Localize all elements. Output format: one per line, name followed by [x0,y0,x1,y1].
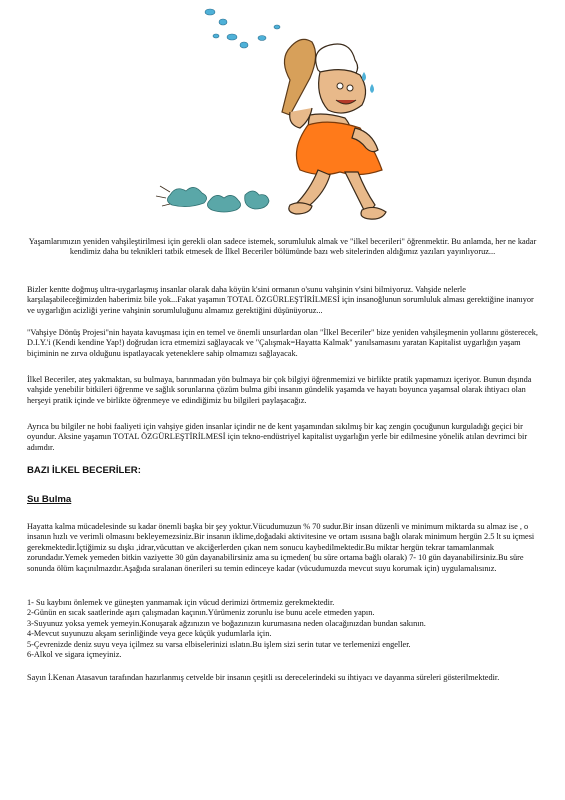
caveman-illustration [150,0,400,235]
list-item: 3-Suyunuz yoksa yemek yemeyin.Konuşarak ağzınızın ve boğazınızın kurumasına neden olacağınızdan bundan sakının. [27,618,426,628]
list-item: 2-Günün en sıcak saatlerinde aşırı çalışmadan kaçının.Yürümeniz zorunlu ise bunu acele etmeden yapın. [27,608,375,618]
section-title: BAZI İLKEL BECERİLER: [27,465,141,476]
head [319,70,366,113]
table-note-paragraph: Sayın İ.Kenan Atasavun tarafından hazırlanmış cetvelde bir insanın çeşitli ısı derecelerindeki su ihtiyacı ve dayanma süreleri gösterilmektedir. [27,673,500,682]
list-item: 5-Çevrenizde deniz suyu veya içilmez su varsa elbiselerinizi ıslatın.Bu işlem sizi serin tutar ve terlemenizi engeller. [27,639,411,649]
list-item: 6-Alkol ve sigara içmeyiniz. [27,650,122,660]
intro-paragraph-2: Bizler kentte doğmuş ultra-uygarlaşmış insanlar olarak daha köyün k'sini ormanın o'sunu vahşinin v'sini bilmiyoruz. Vahşide nelerle karşılaşabileceğimizden haberimiz bile yok...Fakat yaşamın TOTAL ÖZGÜRLEŞTİRİLMESİ için insanoğlunun sorumluluk alması gerektiğine inanıyor ve uygarlığın acizliği yerine vahşinin sorumluluğunu almamız gerektiğini düşünüyoruz... [27,285,534,315]
intro-paragraph-4: İlkel Beceriler, ateş yakmaktan, su bulmaya, barınmadan yön bulmaya bir çok bilgiyi öğrenmemizi ve birlikte pratik yapmamızı içeriyor. Bunun dışında vahşide yenebilir bitkileri öğrenme ve sağlık sorunlarına çözüm bulma gibi insanın gündelik yaşamda ve hayatı boyunca yaşamsal olarak ihtiyacı olan herşeyi pratik içinde ve birlikte öğrenmeye ve edindiğimiz bu bilgileri paylaşacağız. [27,375,532,405]
tips-list [27,598,538,660]
intro-paragraph-3: "Vahşiye Dönüş Projesi"nin hayata kavuşması için en temel ve önemli unsurlardan olan "İlkel Beceriler" bize yeniden vahşileşmenin yollarını gösterecek, D.I.Y.'i (Kendi kendine Yap!) doğrudan icra etmemizi sağlayacak ve "Çalışmak=Hayatta Kalmak" yanılsamasını yaratan Kapitalist uygarlığın yaşam biçiminin ne zırva olduğunu ispatlayacak yeteneklere sahip olmamızı sağlayacak. [27,328,538,358]
water-paragraph: Hayatta kalma mücadelesinde su kadar önemli başka bir şey yoktur.Vücudumuzun % 70 sudur.Bir insan düzenli ve minimum miktarda su almaz ise , o insanın hızlı ve verimli olmasını bekleyemezsiniz.Bir insanın iklime,doğadaki aktivitesine ve ortam ısısına bağlı olarak minimum hergün 2.5 lt su içmesi gerekmektedir.İçtiğimiz su dışkı ,idrar,vücuttan ve akciğerlerden çıkan nem sonucu kaybedilmektedir.Bu miktar hergün tekrar tamamlanmak zorundadır.Yemek yemeden bitkin vaziyette 30 gün dayanabilirsiniz ama su içmeden( bu süre ortama bağlı olarak) 7- 10 gün dayanabilirsiniz.Bu süre sonunda ölüm kaçınılmazdır.Aşağıda sıralanan önerileri su temin edinceye kadar (vücudumuzda mevcut suyu korumak için) uygulamalısınız. [27,522,535,573]
intro-paragraph-5: Ayrıca bu bilgiler ne hobi faaliyeti için vahşiye giden insanlar içindir ne de kent yaşamından sıkılmış bir kaç zengin çocuğunun kurguladığı geçici bir oyundur. Aksine yaşamın TOTAL ÖZGÜRLEŞTİRİLMESİ için tekno-endüstriyel kapitalist uygarlığın yerle bir edilmesine yönelik atılan devrimci bir adımdır. [27,422,528,452]
intro-paragraph-1: Yaşamlarımızın yeniden vahşileştirilmesi için gerekli olan sadece istemek, sorumluluk almak ve "ilkel becerileri" öğrenmektir. Bu anlamda, her ne kadar kendimiz daha bu teknikleri tatbik etmesek de İlkel Beceriler bölümünde bazı web sitelerinden aldığımız yazıları yayınlıyoruz... [28,237,537,257]
list-item: 1- Su kaybını önlemek ve güneşten yanmamak için vücud derimizi örtmemiz gerekmektedir. [27,598,335,607]
section-subtitle: Su Bulma [27,494,72,505]
club [282,39,316,115]
list-item: 4-Mevcut suyunuzu akşam serinliğinde veya gece küçük yudumlarla için. [27,629,272,639]
dust-clouds [167,187,269,212]
